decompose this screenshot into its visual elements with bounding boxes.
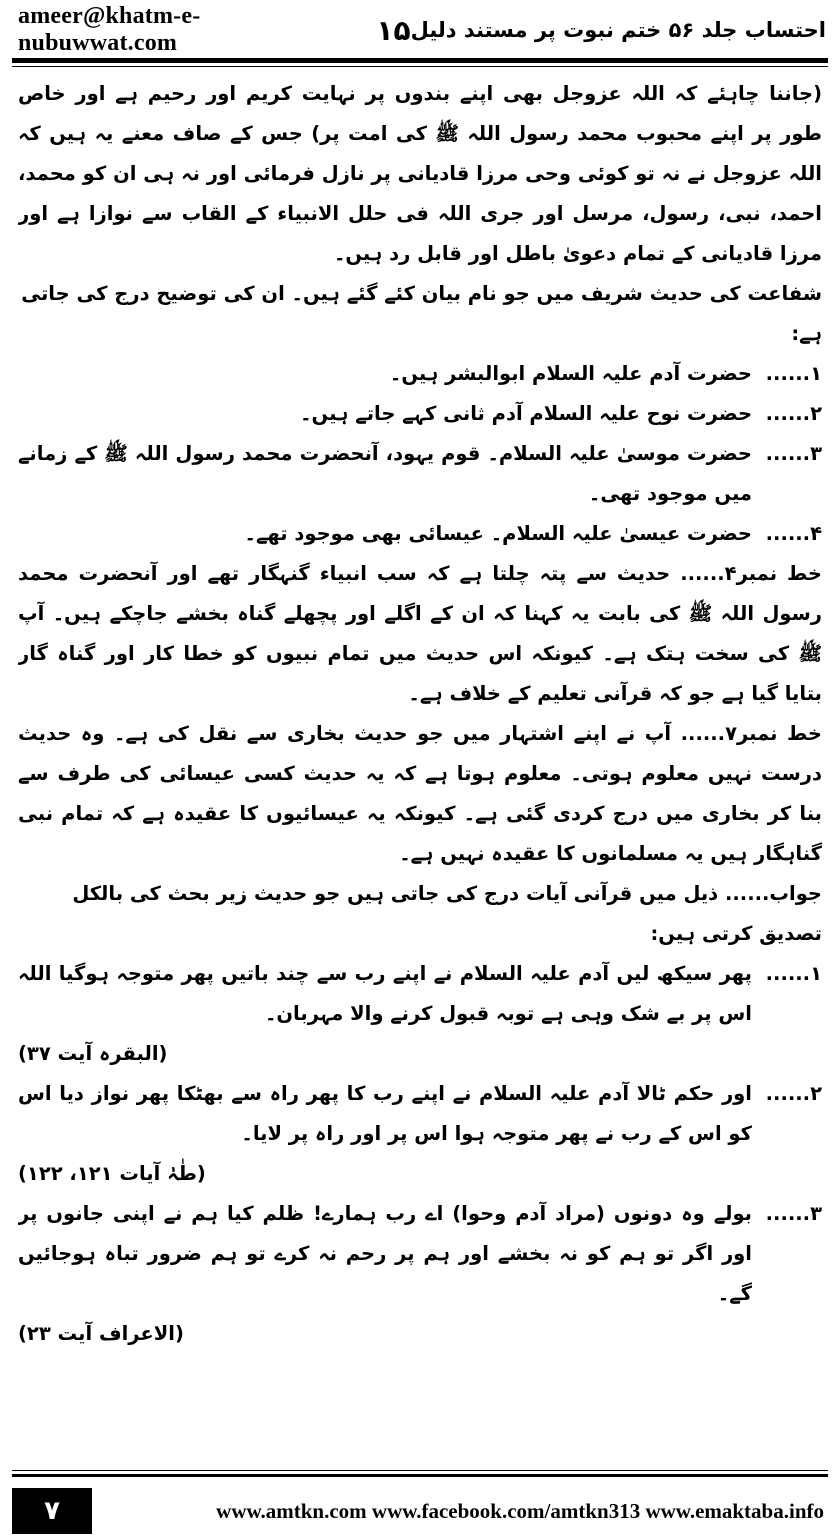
- footer-number: ۷: [44, 1496, 60, 1526]
- verse-reference: (البقرہ آیت ۳۷): [18, 1042, 168, 1065]
- footer-rule-thin: [12, 1470, 828, 1471]
- list-item: [18, 354, 822, 394]
- verse-reference: (طٰہٰ آیات ۱۲۱، ۱۲۲): [18, 1162, 206, 1185]
- verse-text: پھر سیکھ لیں آدم علیہ السلام نے اپنے رب سے چند باتیں پھر متوجہ ہوگیا اللہ اس پر بے شک وہی ہے توبہ قبول کرنے والا مہربان۔: [18, 962, 752, 1025]
- running-title: احتساب جلد ۵۶ ختم نبوت پر مستند دلیل: [410, 18, 826, 42]
- verse-reference: (الاعراف آیت ۲۳): [18, 1322, 184, 1345]
- list-number: ۲......: [765, 402, 822, 425]
- list-number: ۴......: [765, 522, 822, 545]
- paragraph-intro: (جاننا چاہئے کہ اللہ عزوجل بھی اپنے بندوں پر نہایت کریم اور رحیم ہے اور خاص طور پر اپنے محبوب محمد رسول اللہ ﷺ کی امت پر) جس کے صاف معنے یہ ہیں کہ اللہ عزوجل نے نہ تو کوئی وحی مرزا قادیانی پر نازل فرمائی اور نہ ہی ان کو محمد، احمد، نبی، رسول، مرسل اور جری اللہ فی حلل الانبیاء کے القاب سے نوازا ہے اور مرزا قادیانی کے تمام دعویٰ باطل اور قابل رد ہیں۔: [18, 82, 822, 265]
- list-text: حضرت آدم علیہ السلام ابوالبشر ہیں۔: [389, 362, 752, 385]
- paragraph-letter-7: خط نمبر۷...... آپ نے اپنے اشتہار میں جو حدیث بخاری سے نقل کی ہے۔ وہ حدیث درست نہیں معلوم ہوتی۔ معلوم ہوتا ہے کہ یہ حدیث کسی عیسائی کی طرف سے بنا کر بخاری میں درج کردی گئی ہے۔ کیونکہ یہ عیسائیوں کا عقیدہ ہے کہ تمام نبی گناہگار ہیں یہ مسلمانوں کا عقیدہ نہیں ہے۔: [18, 722, 822, 865]
- header-rule-thin: [12, 66, 828, 67]
- verse-text: بولے وہ دونوں (مراد آدم وحوا) اے رب ہمارے! ظلم کیا ہم نے اپنی جانوں پر اور اگر تو ہم کو نہ بخشے اور ہم پر رحم نہ کرے تو ہم ضرور تباہ ہوجائیں گے۔: [18, 1202, 752, 1305]
- paragraph-shafaat: شفاعت کی حدیث شریف میں جو نام بیان کئے گئے ہیں۔ ان کی توضیح درج کی جاتی ہے:: [21, 282, 822, 345]
- verse-item: [18, 954, 822, 1034]
- verse-ref-row: [18, 1314, 822, 1354]
- footer-urls[interactable]: www.amtkn.com www.facebook.com/amtkn313 www.emaktaba.info: [216, 1498, 824, 1523]
- paragraph-answer: جواب...... ذیل میں قرآنی آیات درج کی جاتی ہیں جو حدیث زیر بحث کی بالکل تصدیق کرتی ہیں:: [72, 882, 822, 945]
- header-rule: [12, 58, 828, 63]
- header-left: [18, 3, 411, 57]
- list-item: [18, 514, 822, 554]
- page-body: [18, 74, 822, 1456]
- verse-number: ۲......: [765, 1082, 822, 1105]
- list-item: [18, 394, 822, 434]
- verse-item: [18, 1194, 822, 1314]
- page-number: ۱۵: [376, 13, 411, 47]
- verse-number: ۱......: [765, 962, 822, 985]
- list-text: حضرت موسیٰ علیہ السلام۔ قوم یہود، آنحضرت محمد رسول اللہ ﷺ کے زمانے میں موجود تھی۔: [18, 442, 752, 505]
- list-number: ۱......: [765, 362, 822, 385]
- verse-number: ۳......: [765, 1202, 822, 1225]
- page-header: [18, 3, 826, 56]
- verse-ref-row: [18, 1154, 822, 1194]
- list-number: ۳......: [765, 442, 822, 465]
- list-text: حضرت نوح علیہ السلام آدم ثانی کہے جاتے ہیں۔: [300, 402, 752, 425]
- footer-bar: [92, 1488, 828, 1534]
- verse-text: اور حکم ٹالا آدم علیہ السلام نے اپنے رب کا پھر راہ سے بھٹکا پھر نواز دیا اس کو اس کے رب نے پھر متوجہ ہوا اس پر اور راہ پر لایا۔: [18, 1082, 752, 1145]
- footer-number-box: [12, 1488, 92, 1534]
- verse-ref-row: [18, 1034, 822, 1074]
- list-text: حضرت عیسیٰ علیہ السلام۔ عیسائی بھی موجود تھے۔: [244, 522, 752, 545]
- paragraph-letter-4: خط نمبر۴...... حدیث سے پتہ چلتا ہے کہ سب انبیاء گنہگار تھے اور آنحضرت محمد رسول اللہ ﷺ کی بابت یہ کہنا کہ ان کے اگلے اور پچھلے گناہ بخشے جاچکے ہیں۔ آپ ﷺ کی سخت ہتک ہے۔ کیونکہ اس حدیث میں تمام نبیوں کو خطا کار اور گناہ گار بتایا گیا ہے جو کہ قرآنی تعلیم کے خلاف ہے۔: [18, 562, 822, 705]
- page-footer: [12, 1488, 828, 1534]
- verse-item: [18, 1074, 822, 1154]
- footer-rule: [12, 1474, 828, 1477]
- list-item: [18, 434, 822, 514]
- header-email[interactable]: ameer@khatm-e-nubuwwat.com: [18, 3, 201, 56]
